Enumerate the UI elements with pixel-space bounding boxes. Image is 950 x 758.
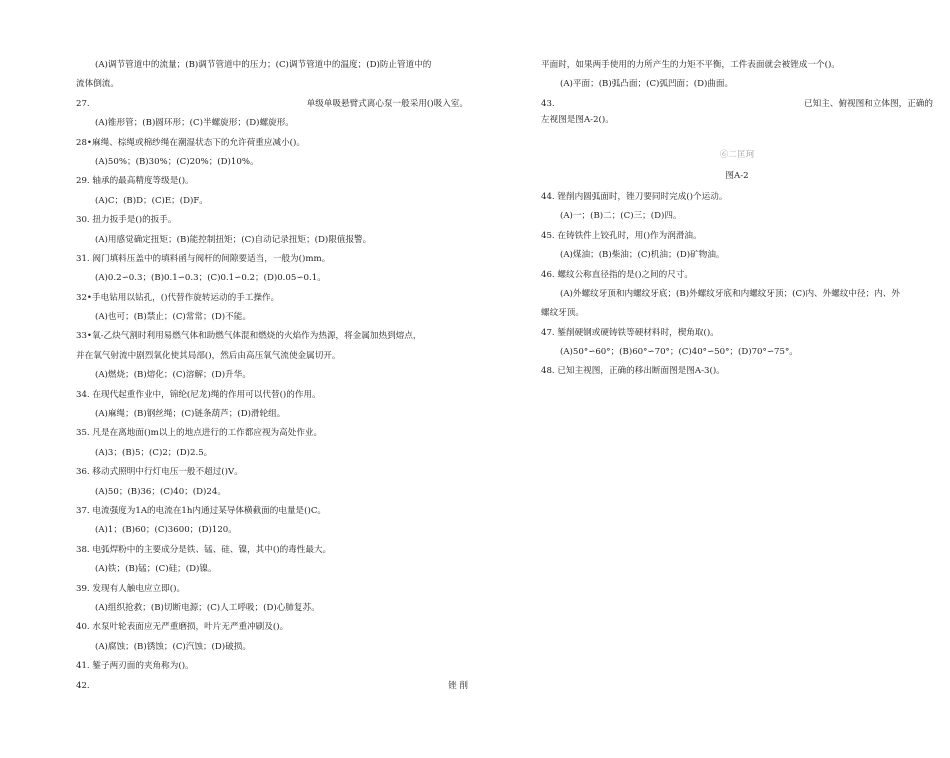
line-text: (A)1；(B)60；(C)3600；(D)120。 xyxy=(95,525,237,536)
text-line xyxy=(76,657,468,676)
text-line xyxy=(541,362,933,381)
line-text: (A)50；(B)36；(C)40；(D)24。 xyxy=(95,486,226,497)
line-text: 31. 阀门填料压盖中的填料函与阀杆的间隙要适当，一般为()mm。 xyxy=(76,253,331,264)
text-line xyxy=(76,638,468,657)
line-text: 32•手电钻用以钻孔，()代替作旋转运动的手工操作。 xyxy=(76,292,280,303)
line-text: 39. 发现有人触电应立即()。 xyxy=(76,583,186,594)
line-text: 28•麻绳、棕绳或棉纱绳在潮湿状态下的允许荷重应减小()。 xyxy=(76,137,305,148)
line-text: 44. 锉削内圆弧面时，锉刀要同时完成()个运动。 xyxy=(541,191,728,202)
line-text: (A)用感觉确定扭矩；(B)能控制扭矩；(C)自动记录扭矩；(D)限值报警。 xyxy=(95,234,372,245)
line-text: (A)50%；(B)30%；(C)20%；(D)10%。 xyxy=(95,156,259,167)
text-line xyxy=(541,114,933,126)
figure-caption: 图A-2 xyxy=(725,170,749,181)
text-line xyxy=(76,347,468,366)
line-text: 34. 在现代起重作业中，锦纶(尼龙)绳的作用可以代替()的作用。 xyxy=(76,389,321,400)
line-text: (A)外螺纹牙顶和内螺纹牙底；(B)外螺纹牙底和内螺纹牙顶；(C)内、外螺纹中径；内、外 xyxy=(560,288,900,299)
line-text: 29. 轴承的最高精度等级是()。 xyxy=(76,176,194,187)
line-text: (A)平面；(B)弧凸面；(C)弧凹面；(D)曲面。 xyxy=(560,79,734,90)
line-text: 45. 在铸铁件上铰孔时，用()作为润滑油。 xyxy=(541,230,702,241)
text-line xyxy=(76,153,468,172)
line-text: 30. 扭力扳手是()的扳手。 xyxy=(76,215,177,226)
line-text: 平面时，如果两手使用的力所产生的力矩不平衡，工件表面就会被锉成一个()。 xyxy=(541,60,840,70)
line-text: 左视图是图A-2()。 xyxy=(541,115,614,126)
text-line xyxy=(541,207,933,226)
line-text: 27. xyxy=(76,98,90,109)
text-line xyxy=(76,231,468,250)
line-text: (A)一；(B)二；(C)三；(D)四。 xyxy=(560,211,682,222)
text-line xyxy=(76,599,468,618)
left-column xyxy=(76,56,468,696)
text-line xyxy=(76,269,468,288)
text-line xyxy=(76,56,468,75)
text-line xyxy=(76,405,468,424)
text-line xyxy=(76,289,468,308)
line-text: (A)组织抢救；(B)切断电源；(C)人工呼吸；(D)心肺复苏。 xyxy=(95,602,320,613)
text-line xyxy=(76,463,468,482)
right-column-top xyxy=(541,56,933,126)
text-line xyxy=(541,95,933,114)
line-text-right: 已知主、俯视图和立体图，正确的 xyxy=(804,98,933,109)
line-text: 48. 已知主视图，正确的移出断面图是图A-3()。 xyxy=(541,366,725,377)
line-text: (A)也可；(B)禁止；(C)常常；(D)不能。 xyxy=(95,312,251,323)
line-text: (A)煤油；(B)柴油；(C)机油；(D)矿物油。 xyxy=(560,250,725,261)
text-line xyxy=(76,541,468,560)
text-line xyxy=(541,304,933,323)
line-text: (A)0.2∽0.3；(B)0.1∽0.3；(C)0.1∽0.2；(D)0.05∽0.1。 xyxy=(95,273,326,284)
line-text: 43. xyxy=(541,98,555,109)
text-line xyxy=(76,521,468,540)
text-line xyxy=(541,188,933,207)
text-line xyxy=(76,75,468,94)
line-text: 47. 錾削硬钢或硬铸铁等硬材料时，楔角取()。 xyxy=(541,327,719,338)
text-line xyxy=(541,343,933,362)
text-line xyxy=(76,192,468,211)
line-text-right: 单级单吸悬臂式离心泵一般采用()吸入室。 xyxy=(306,98,468,109)
figure-faint-text: ⑥二匡珂 xyxy=(719,150,755,161)
line-text: 螺纹牙顶。 xyxy=(541,308,584,319)
text-line xyxy=(76,502,468,521)
text-line xyxy=(76,95,468,114)
right-column-bottom xyxy=(541,188,933,382)
text-line xyxy=(541,56,933,75)
text-line xyxy=(76,172,468,191)
text-line xyxy=(541,75,933,94)
text-line xyxy=(76,114,468,133)
line-text: 38. 电弧焊粉中的主要成分是铁、锰、硅、镍，其中()的毒性最大。 xyxy=(76,544,332,555)
text-line xyxy=(541,324,933,343)
line-text: 37. 电流强度为1A的电流在1h内通过某导体横截面的电量是()C。 xyxy=(76,505,327,516)
line-text: 33•氧-乙炔气割时利用易燃气体和助燃气体混和燃烧的火焰作为热源，将金属加热到熔点， xyxy=(76,331,422,342)
line-text: (A)50°∽60°；(B)60°∽70°；(C)40°∽50°；(D)70°∽75°。 xyxy=(560,347,798,358)
text-line xyxy=(76,366,468,385)
text-line xyxy=(541,246,933,265)
text-line xyxy=(76,327,468,346)
line-text: 41. 錾子两刃面的夹角称为()。 xyxy=(76,661,194,672)
text-line xyxy=(76,483,468,502)
line-text: (A)C；(B)D；(C)E；(D)F。 xyxy=(95,195,208,206)
line-text: (A)麻绳；(B)钢丝绳；(C)链条葫芦；(D)滑轮组。 xyxy=(95,409,286,420)
line-text: 流体倒流。 xyxy=(76,79,119,90)
line-text: 并在氧气射流中剧烈氧化使其局部()，然后由高压氧气流使金属切开。 xyxy=(76,350,341,361)
text-line xyxy=(76,386,468,405)
line-text: 46. 螺纹公称直径指的是()之间的尺寸。 xyxy=(541,269,694,280)
line-text: (A)腐蚀；(B)锈蚀；(C)汽蚀；(D)破损。 xyxy=(95,641,251,652)
text-line xyxy=(76,424,468,443)
text-line xyxy=(76,250,468,269)
text-line xyxy=(541,266,933,285)
line-text: (A)调节管道中的流量；(B)调节管道中的压力；(C)调节管道中的温度；(D)防止管道中的 xyxy=(95,60,432,70)
text-line xyxy=(76,677,468,696)
line-text-right: 锉 削 xyxy=(448,680,468,691)
text-line xyxy=(76,308,468,327)
line-text: 35. 凡是在离地面()m以上的地点进行的工作都应视为高处作业。 xyxy=(76,428,323,439)
line-text: 36. 移动式照明中行灯电压一般不超过()V。 xyxy=(76,467,243,478)
line-text: 42. xyxy=(76,680,90,691)
text-line xyxy=(541,285,933,304)
text-line xyxy=(76,560,468,579)
text-line xyxy=(541,227,933,246)
line-text: (A)铁；(B)锰；(C)硅；(D)镍。 xyxy=(95,564,217,575)
text-line xyxy=(76,134,468,153)
right-column xyxy=(541,56,933,382)
line-text: (A)3；(B)5；(C)2；(D)2.5。 xyxy=(95,447,213,458)
line-text: (A)锥形管；(B)圆环形；(C)半螺旋形；(D)螺旋形。 xyxy=(95,118,294,129)
text-line xyxy=(76,580,468,599)
line-text: 40. 水泵叶轮表面应无严重磨损，叶片无严重冲刷及()。 xyxy=(76,622,289,633)
text-line xyxy=(76,211,468,230)
text-line xyxy=(76,618,468,637)
line-text: (A)燃烧；(B)熔化；(C)溶解；(D)升华。 xyxy=(95,370,251,381)
text-line xyxy=(76,444,468,463)
